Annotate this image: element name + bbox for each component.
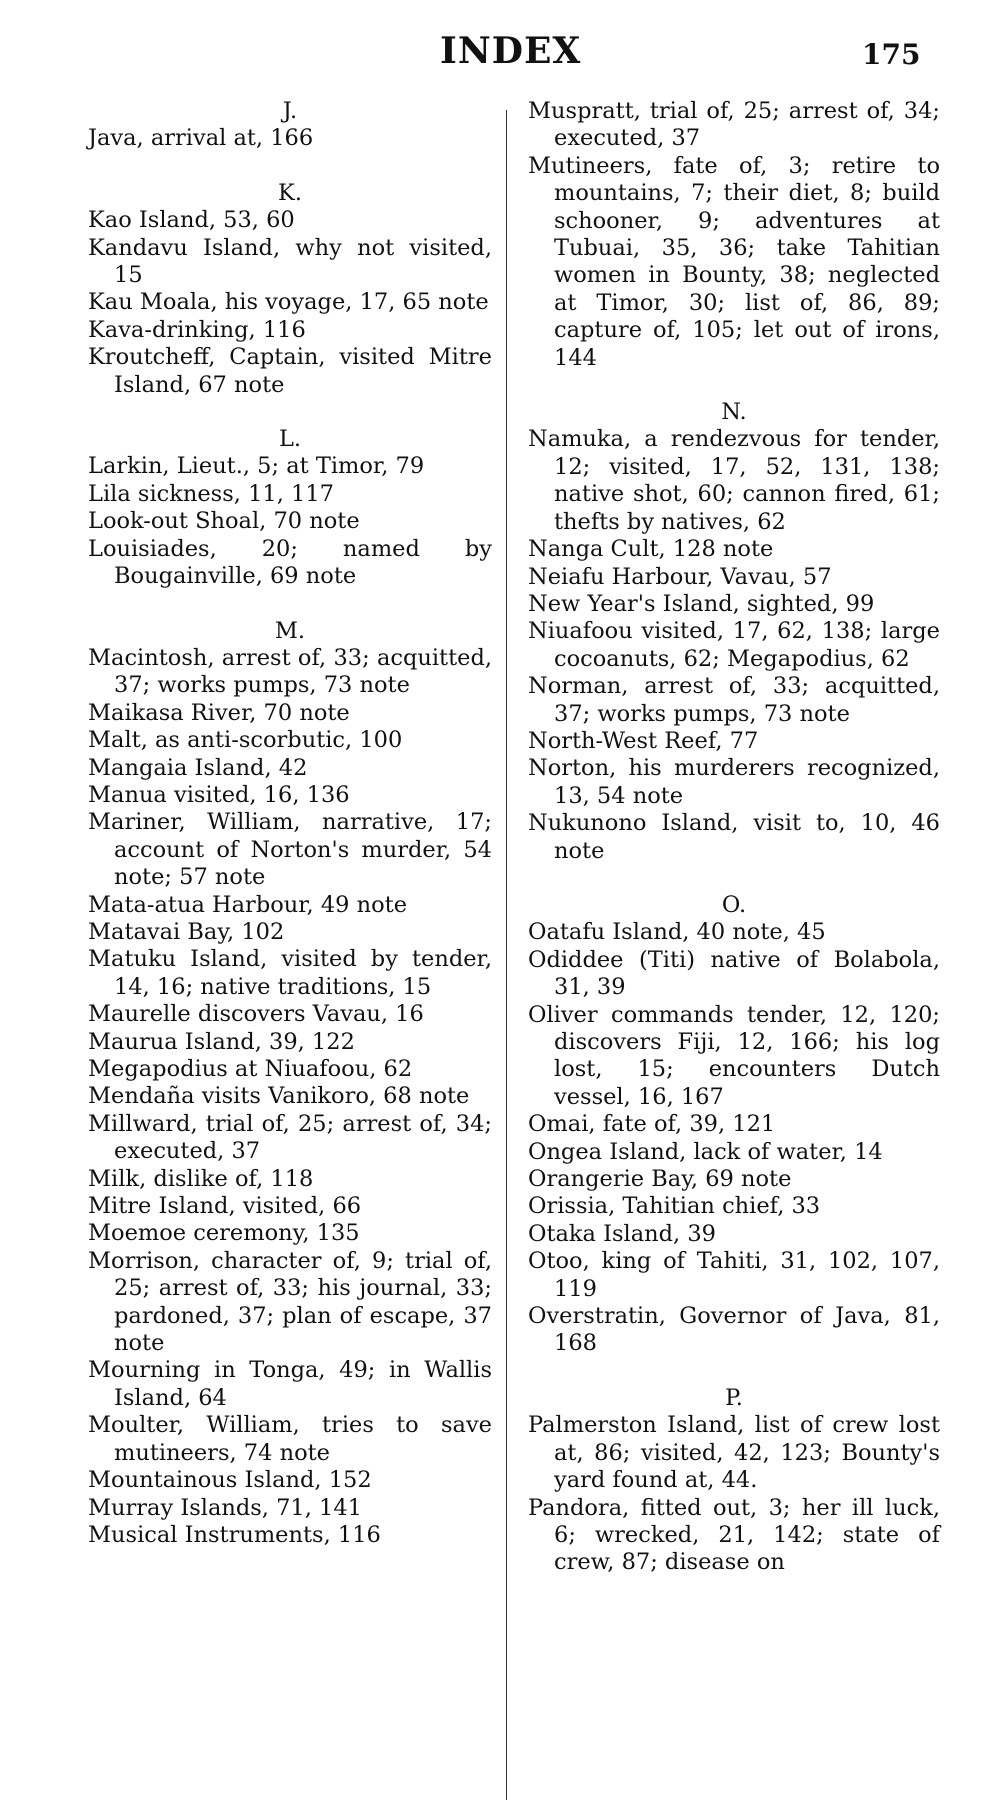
index-section-letter: J. [282,98,298,124]
index-entry: Palmerston Island, list of crew lost at, 86; visited, 42, 123; Bounty's yard found at, 44. [528,1412,940,1494]
page-header [0,30,1000,90]
index-entry: Oatafu Island, 40 note, 45 [528,919,826,946]
index-column-left [88,98,492,1549]
index-entry: Larkin, Lieut., 5; at Timor, 79 [88,453,425,480]
index-entry: Macintosh, arrest of, 33; acquitted, 37; works pumps, 73 note [88,644,492,699]
column-divider [506,110,507,1800]
index-entry: Norman, arrest of, 33; acquitted, 37; works pumps, 73 note [528,673,940,727]
index-section-letter: P. [725,1384,743,1411]
index-section-letter: K. [278,179,302,206]
index-entry: Milk, dislike of, 118 [88,1165,314,1192]
index-entry: Java, arrival at, 166 [88,125,314,152]
index-entry: Look-out Shoal, 70 note [88,508,360,535]
index-entry: Norton, his murderers recognized, 13, 54 note [528,755,940,809]
index-entry: Namuka, a rendezvous for tender, 12; visited, 17, 52, 131, 138; native shot, 60; cannon fired, 61; thefts by natives, 62 [528,426,940,535]
index-section-letter: N. [721,399,747,426]
index-entry: North-West Reef, 77 [528,727,759,754]
index-entry: Kandavu Island, why not visited, 15 [88,234,492,289]
index-entry: Odiddee (Titi) native of Bolabola, 31, 39 [528,946,940,1001]
index-entry: Mutineers, fate of, 3; retire to mountains, 7; their diet, 8; build schooner, 9; adventures at Tubuai, 35, 36; take Tahitian women in Bounty, 38; neglected at Timor, 30; list of, 86, 89; capture of, 105; let out of irons, 144 [528,152,940,371]
index-entry: Manua visited, 16, 136 [88,781,350,808]
index-entry: Kava-drinking, 116 [88,316,306,343]
index-section-letter: O. [721,891,747,918]
index-entry: Neiafu Harbour, Vavau, 57 [528,563,832,590]
index-entry: Mariner, William, narrative, 17; account of Norton's murder, 54 note; 57 note [88,809,492,891]
index-entry: Omai, fate of, 39, 121 [528,1111,776,1138]
index-entry: Maikasa River, 70 note [88,699,350,726]
index-section-letter: L. [278,426,302,453]
index-entry: Moemoe ceremony, 135 [88,1220,360,1247]
index-entry: Matuku Island, visited by tender, 14, 16; native traditions, 15 [88,946,492,1000]
index-entry: New Year's Island, sighted, 99 [528,590,875,617]
index-entry: Matavai Bay, 102 [88,918,285,945]
index-entry: Mitre Island, visited, 66 [88,1193,362,1220]
index-entry: Mata-atua Harbour, 49 note [88,891,408,918]
index-entry: Megapodius at Niuafoou, 62 [88,1056,413,1082]
index-entry: Mendaña visits Vanikoro, 68 note [88,1083,470,1110]
index-entry: Mangaia Island, 42 [88,754,308,781]
index-entry: Kroutcheff, Captain, visited Mitre Island, 67 note [88,344,492,398]
index-entry: Mountainous Island, 152 [88,1467,372,1494]
index-entry: Kao Island, 53, 60 [88,207,295,234]
index-entry: Otoo, king of Tahiti, 31, 102, 107, 119 [528,1248,940,1302]
index-entry: Louisiades, 20; named by Bougainville, 69 note [88,535,492,590]
index-entry: Niuafoou visited, 17, 62, 138; large cocoanuts, 62; Megapodius, 62 [528,618,940,672]
index-entry: Otaka Island, 39 [528,1220,716,1247]
index-entry: Kau Moala, his voyage, 17, 65 note [88,289,489,316]
index-entry: Orissia, Tahitian chief, 33 [528,1193,821,1220]
index-entry: Malt, as anti-scorbutic, 100 [88,727,403,754]
index-entry: Nanga Cult, 128 note [528,536,774,563]
index-entry: Maurelle discovers Vavau, 16 [88,1001,424,1028]
index-entry: Orangerie Bay, 69 note [528,1166,792,1193]
index-entry: Overstratin, Governor of Java, 81, 168 [528,1303,940,1357]
index-entry: Moulter, William, tries to save mutineers, 74 note [88,1412,492,1466]
index-section-letter: M. [274,617,306,644]
index-entry: Ongea Island, lack of water, 14 [528,1138,883,1165]
index-entry: Millward, trial of, 25; arrest of, 34; executed, 37 [88,1110,492,1165]
index-entry: Lila sickness, 11, 117 [88,480,334,507]
index-entry: Oliver commands tender, 12, 120; discovers Fiji, 12, 166; his log lost, 15; encounters Dutch vessel, 16, 167 [528,1001,940,1110]
index-entry: Maurua Island, 39, 122 [88,1028,355,1055]
page-title: INDEX [440,30,582,72]
index-entry: Nukunono Island, visit to, 10, 46 note [528,810,940,864]
index-entry: Pandora, fitted out, 3; her ill luck, 6; wrecked, 21, 142; state of crew, 87; disease on [528,1494,940,1576]
index-entry: Morrison, character of, 9; trial of, 25; arrest of, 33; his journal, 33; pardoned, 37; plan of escape, 37 note [88,1247,492,1357]
index-entry: Mourning in Tonga, 49; in Wallis Island, 64 [88,1357,492,1411]
page-number: 175 [862,38,921,71]
index-entry: Musical Instruments, 116 [88,1521,381,1548]
index-entry: Muspratt, trial of, 25; arrest of, 34; executed, 37 [528,98,940,152]
index-entry: Murray Islands, 71, 141 [88,1494,362,1521]
index-column-right [528,98,940,1577]
